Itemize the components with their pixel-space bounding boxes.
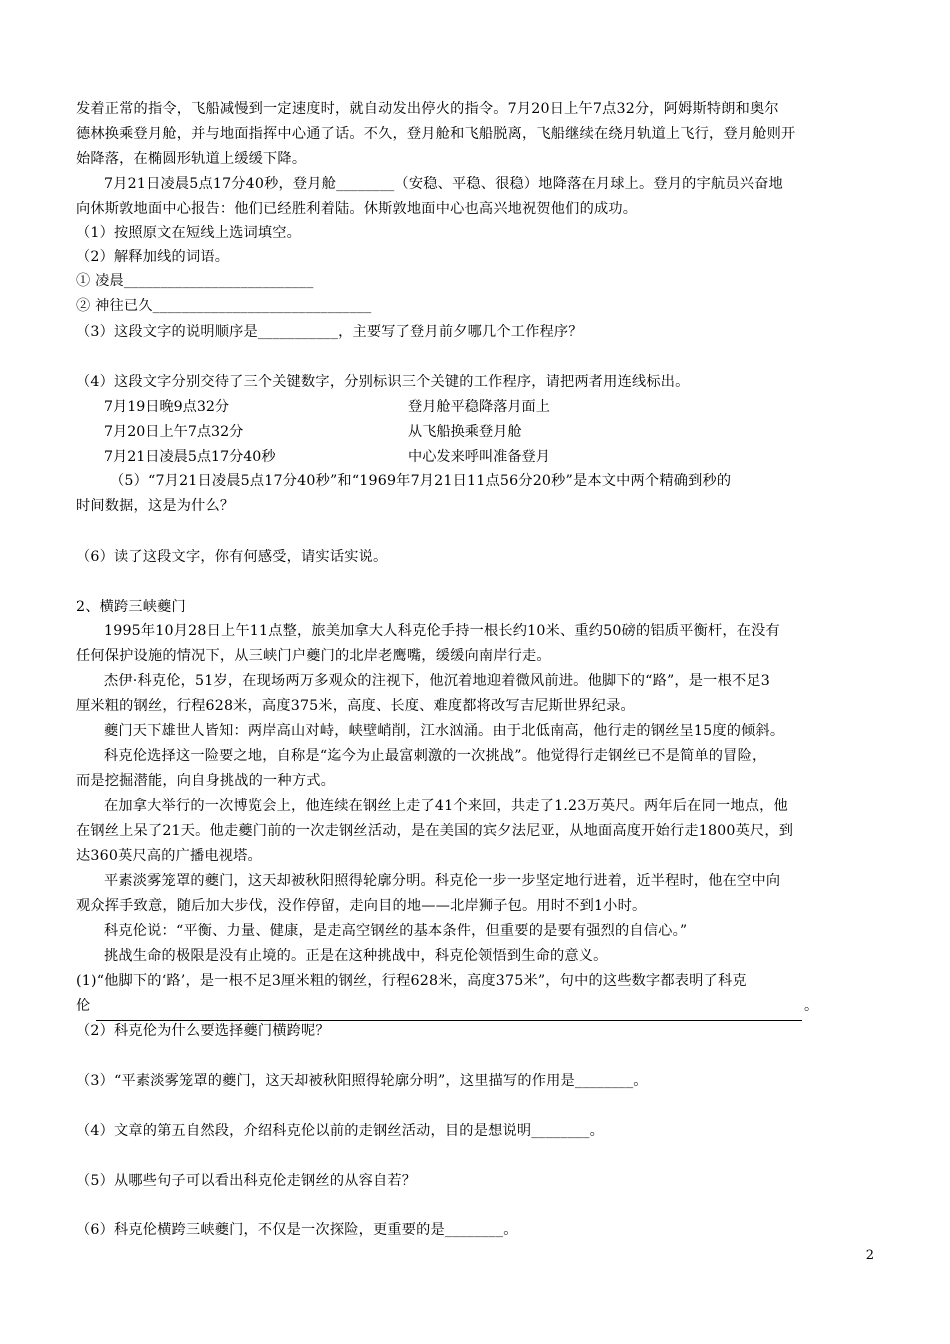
paragraph-line: 科克伦说：“平衡、力量、健康，是走高空钢丝的基本条件，但重要的是要有强烈的自信心。”	[104, 923, 688, 939]
question-2: （2）解释加线的词语。	[76, 249, 230, 265]
paragraph-line: 达360英尺高的广播电视塔。	[76, 848, 262, 864]
question-3: （3）这段文字的说明顺序是___________，主要写了登月前夕哪几个工作程序？	[76, 324, 583, 340]
question-2: （2）科克伦为什么要选择夔门横跨呢？	[76, 1023, 330, 1039]
paragraph-line: 在钢丝上呆了21天。他走夔门前的一次走钢丝活动，是在美国的宾夕法尼亚，从地面高度开始行走1800英尺，到	[76, 823, 794, 839]
question-4: （4）这段文字分别交待了三个关键数字，分别标识三个关键的工作程序，请把两者用连线标出。	[76, 374, 690, 390]
paragraph-line: 夔门天下雄世人皆知：两岸高山对峙，峡壁峭削，江水汹涌。由于北低南高，他行走的钢丝呈15度的倾斜。	[104, 723, 785, 739]
paragraph-line: 任何保护设施的情况下，从三峡门户夔门的北岸老鹰嘴，缓缓向南岸行走。	[76, 648, 551, 664]
paragraph-line: 在加拿大举行的一次博览会上，他连续在钢丝上走了41个来回，共走了1.23万英尺。两年后在同一地点，他	[104, 798, 788, 814]
period-mark: 。	[804, 998, 819, 1014]
paragraph-line: 而是挖掘潜能，向自身挑战的一种方式。	[76, 773, 335, 789]
question-1: (1)“他脚下的‘路’，是一根不足3厘米粗的钢丝，行程628米，高度375米”，句中的这些数字都表明了科克	[76, 973, 747, 989]
match-right-item: 从飞船换乘登月舱	[408, 424, 522, 440]
match-right-item: 登月舱平稳降落月面上	[408, 399, 550, 415]
match-right-item: 中心发来呼叫准备登月	[408, 449, 550, 465]
paragraph-line: 始降落，在椭圆形轨道上缓缓下降。	[76, 151, 307, 167]
question-1-cont: 伦	[76, 998, 91, 1014]
question-3: （3）“平素淡雾笼罩的夔门，这天却被秋阳照得轮廓分明”，这里描写的作用是________。	[76, 1073, 648, 1089]
paragraph-line: 1995年10月28日上午11点整，旅美加拿大人科克伦手持一根长约10米、重约50磅的铝质平衡杆，在没有	[104, 623, 780, 639]
match-left-item: 7月21日凌晨5点17分40秒	[104, 449, 276, 465]
question-5: （5）“7月21日凌晨5点17分40秒”和“1969年7月21日11点56分20秒”是本文中两个精确到秒的	[110, 473, 732, 489]
paragraph-line: 挑战生命的极限是没有止境的。正是在这种挑战中，科克伦领悟到生命的意义。	[104, 948, 608, 964]
paragraph-line: 发着正常的指令，飞船减慢到一定速度时，就自动发出停火的指令。7月20日上午7点32分，阿姆斯特朗和奥尔	[76, 101, 779, 117]
question-6: （6）科克伦横跨三峡夔门，不仅是一次探险，更重要的是________。	[76, 1222, 518, 1238]
question-1: （1）按照原文在短线上选词填空。	[76, 225, 302, 241]
paragraph-line: 科克伦选择这一险要之地，自称是“迄今为止最富刺激的一次挑战”。他觉得行走钢丝已不是简单的冒险，	[104, 748, 767, 764]
page-number: 2	[865, 1248, 874, 1263]
paragraph-line: 平素淡雾笼罩的夔门，这天却被秋阳照得轮廓分明。科克伦一步一步坚定地行进着，近半程时，他在空中向	[104, 873, 781, 889]
question-2-item-b: ② 神往已久______________________________	[76, 298, 372, 314]
paragraph-line: 德林换乘登月舱，并与地面指挥中心通了话。不久，登月舱和飞船脱离，飞船继续在绕月轨道上飞行，登月舱则开	[76, 126, 796, 142]
match-left-item: 7月20日上午7点32分	[104, 424, 244, 440]
section-title: 2、横跨三峡夔门	[76, 599, 186, 615]
paragraph-line: 7月21日凌晨5点17分40秒，登月舱________（安稳、平稳、很稳）地降落在月球上。登月的宇航员兴奋地	[104, 176, 783, 192]
question-5: （5）从哪些句子可以看出科克伦走钢丝的从容自若？	[76, 1173, 417, 1189]
match-left-item: 7月19日晚9点32分	[104, 399, 230, 415]
question-4: （4）文章的第五自然段，介绍科克伦以前的走钢丝活动，目的是想说明________。	[76, 1123, 604, 1139]
question-6: （6）读了这段文字，你有何感受，请实话实说。	[76, 549, 388, 565]
paragraph-line: 厘米粗的钢丝，行程628米，高度375米，高度、长度、难度都将改写吉尼斯世界纪录。	[76, 698, 635, 714]
question-2-item-a: ① 凌晨__________________________	[76, 273, 314, 289]
question-5-cont: 时间数据，这是为什么？	[76, 498, 235, 514]
paragraph-line: 杰伊·科克伦，51岁，在现场两万多观众的注视下，他沉着地迎着微风前进。他脚下的“路”，是一根不足3	[104, 673, 770, 689]
paragraph-line: 向休斯敦地面中心报告：他们已经胜利着陆。休斯敦地面中心也高兴地祝贺他们的成功。	[76, 201, 638, 217]
paragraph-line: 观众挥手致意，随后加大步伐，没作停留，走向目的地——北岸狮子包。用时不到1小时。	[76, 898, 647, 914]
